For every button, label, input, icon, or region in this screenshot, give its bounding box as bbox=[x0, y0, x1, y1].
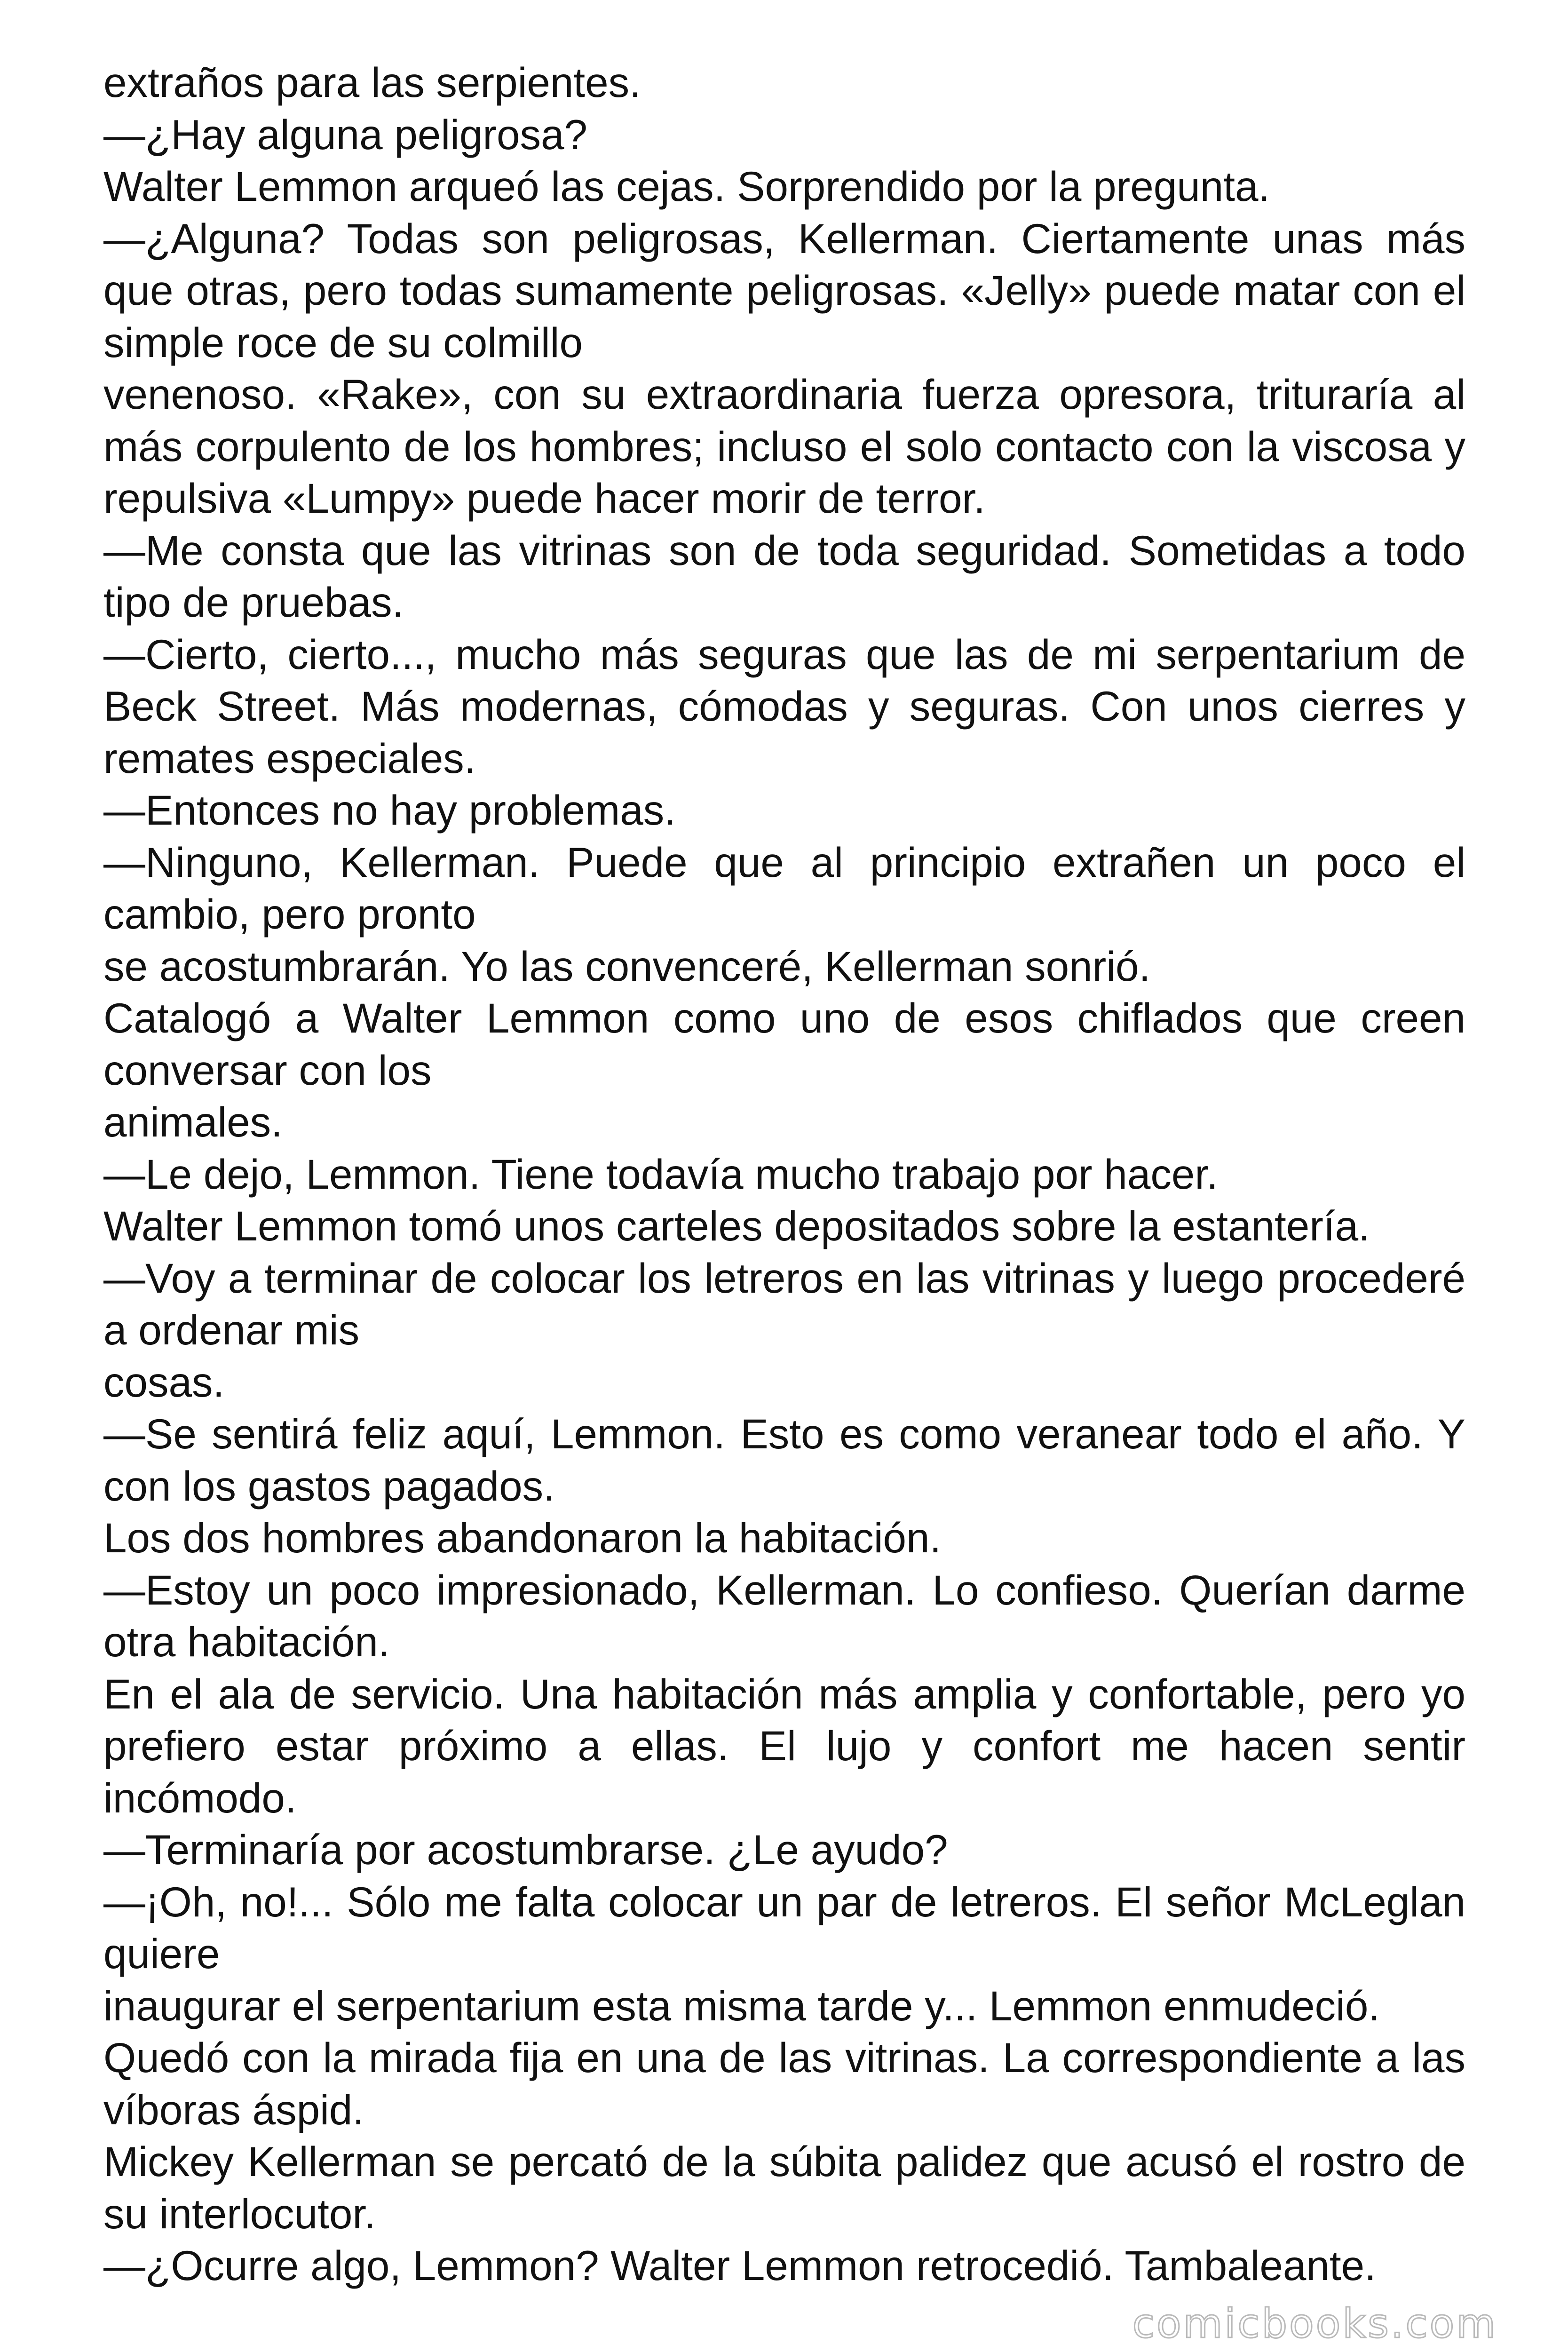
paragraph: —Terminaría por acostumbrarse. ¿Le ayudo? bbox=[103, 1826, 948, 1873]
paragraph: Quedó con la mirada fija en una de las vitrinas. La correspondiente a las víboras áspid. bbox=[103, 2034, 1465, 2133]
paragraph: —¿Alguna? Todas son peligrosas, Kellerman. Ciertamente unas más que otras, pero todas sumamente peligrosas. «Jelly» puede matar con el simple roce de su colmillo bbox=[103, 215, 1465, 366]
paragraph: Walter Lemmon arqueó las cejas. Sorprendido por la pregunta. bbox=[103, 163, 1270, 210]
paragraph: extraños para las serpientes. bbox=[103, 59, 641, 106]
paragraph: —Se sentirá feliz aquí, Lemmon. Esto es como veranear todo el año. Y con los gastos pagados. bbox=[103, 1410, 1465, 1510]
paragraph: —Voy a terminar de colocar los letreros en las vitrinas y luego procederé a ordenar mis bbox=[103, 1254, 1465, 1353]
paragraph: —Ninguno, Kellerman. Puede que al principio extrañen un poco el cambio, pero pronto bbox=[103, 838, 1465, 938]
paragraph: animales. bbox=[103, 1098, 283, 1145]
paragraph: —¡Oh, no!... Sólo me falta colocar un par de letreros. El señor McLeglan quiere bbox=[103, 1878, 1465, 1977]
paragraph: Los dos hombres abandonaron la habitación. bbox=[103, 1514, 942, 1561]
paragraph: Catalogó a Walter Lemmon como uno de esos chiflados que creen conversar con los bbox=[103, 994, 1465, 1094]
paragraph: En el ala de servicio. Una habitación más amplia y confortable, pero yo prefiero estar próximo a ellas. El lujo y confort me hacen sentir incómodo. bbox=[103, 1670, 1465, 1821]
paragraph: cosas. bbox=[103, 1358, 225, 1406]
watermark: comicbooks.com bbox=[1132, 2300, 1497, 2347]
paragraph: —Cierto, cierto..., mucho más seguras que las de mi serpentarium de Beck Street. Más modernas, cómodas y seguras. Con unos cierres y remates especiales. bbox=[103, 630, 1465, 782]
paragraph: —Me consta que las vitrinas son de toda seguridad. Sometidas a todo tipo de pruebas. bbox=[103, 526, 1465, 626]
paragraph: —Entonces no hay problemas. bbox=[103, 787, 676, 834]
paragraph: Walter Lemmon tomó unos carteles depositados sobre la estantería. bbox=[103, 1202, 1370, 1249]
book-page-text bbox=[103, 56, 1465, 2292]
paragraph: se acostumbrarán. Yo las convenceré, Kellerman sonrió. bbox=[103, 942, 1151, 990]
paragraph: —¿Hay alguna peligrosa? bbox=[103, 111, 588, 158]
paragraph: Mickey Kellerman se percató de la súbita palidez que acusó el rostro de su interlocutor. bbox=[103, 2138, 1465, 2237]
paragraph: —Le dejo, Lemmon. Tiene todavía mucho trabajo por hacer. bbox=[103, 1150, 1218, 1198]
paragraph: inaugurar el serpentarium esta misma tarde y... Lemmon enmudeció. bbox=[103, 1982, 1380, 2029]
paragraph: —Estoy un poco impresionado, Kellerman. Lo confieso. Querían darme otra habitación. bbox=[103, 1566, 1465, 1665]
paragraph: venenoso. «Rake», con su extraordinaria fuerza opresora, trituraría al más corpulento de los hombres; incluso el solo contacto con la viscosa y repulsiva «Lumpy» puede hacer morir de terror. bbox=[103, 371, 1465, 522]
paragraph: —¿Ocurre algo, Lemmon? Walter Lemmon retrocedió. Tambaleante. bbox=[103, 2242, 1376, 2289]
